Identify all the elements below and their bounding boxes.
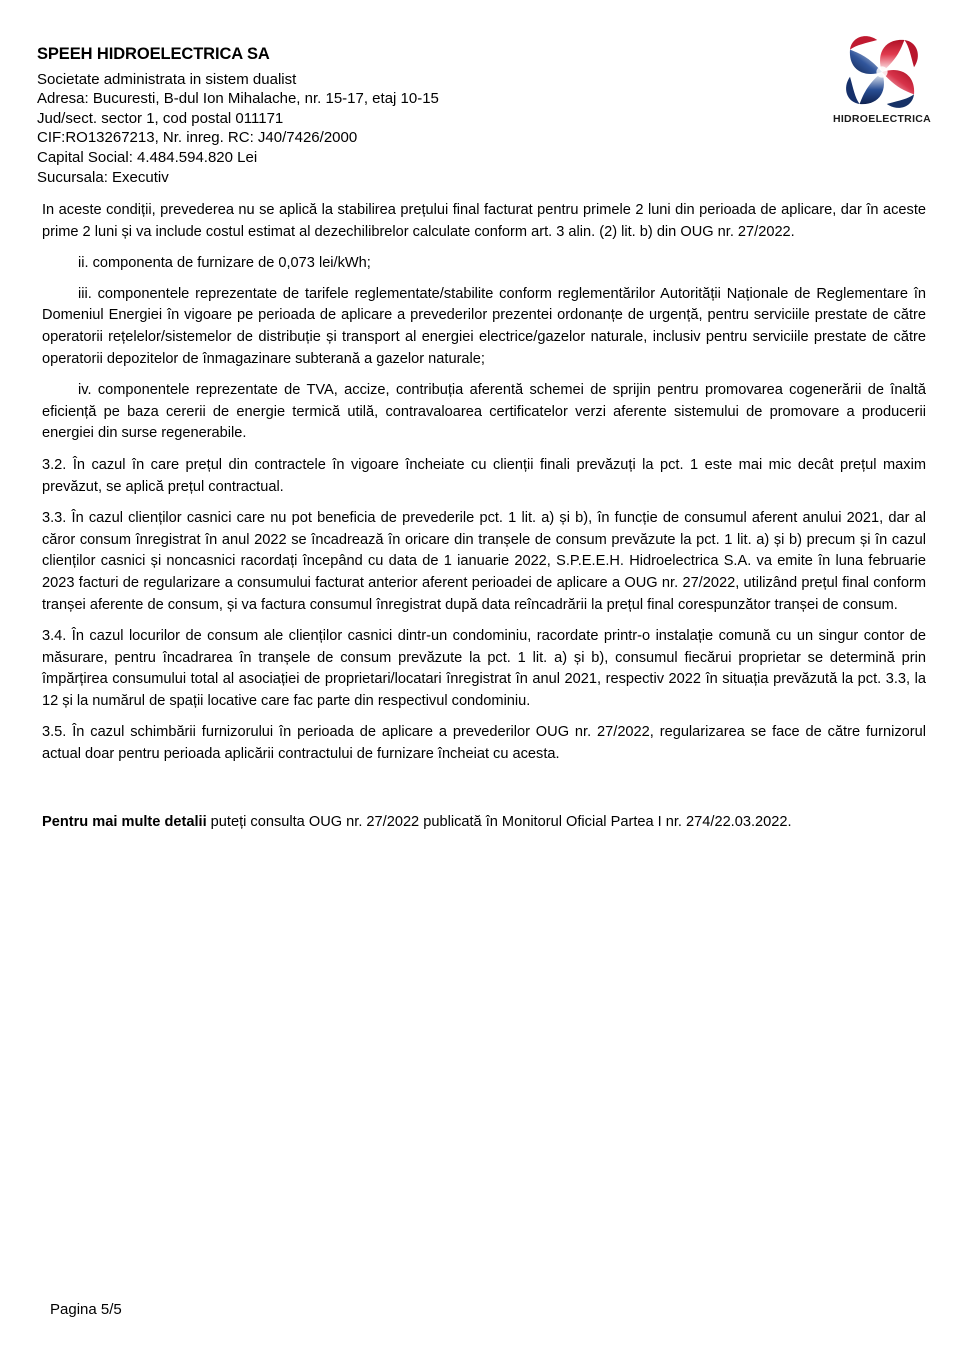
letterhead-line-address: Adresa: Bucuresti, B-dul Ion Mihalache, nr. 15-17, etaj 10-15 bbox=[37, 90, 439, 108]
letterhead-line-district: Jud/sect. sector 1, cod postal 011171 bbox=[37, 109, 284, 127]
paragraph-section-3-2: 3.2. În cazul în care prețul din contractele în vigoare încheiate cu clienții finali prevăzuți la pct. 1 este mai mic decât prețul maxim prevăzut, se aplică prețul contractual. bbox=[42, 456, 926, 495]
closing-note-rest: puteți consulta OUG nr. 27/2022 publicată în Monitorul Oficial Partea I nr. 274/22.03.2022. bbox=[206, 813, 792, 830]
paragraph-item-iv: iv. componentele reprezentate de TVA, accize, contribuția aferentă schemei de sprijin pentru promovarea cogenerării de înaltă eficiență pe baza cererii de energie termică utilă, contravaloarea certificatelor verzi aferente sistemului de promovare a producerii energiei din surse regenerabile. bbox=[42, 382, 926, 442]
paragraph-item-ii: ii. componenta de furnizare de 0,073 lei/kWh; bbox=[78, 255, 371, 272]
paragraph-section-3-5: 3.5. În cazul schimbării furnizorului în perioada de aplicare a prevederilor OUG nr. 27/2022, regularizarea se face de către furnizorul actual doar pentru perioada aplicării contractului de furnizare încheiat cu acesta. bbox=[42, 724, 926, 763]
letterhead bbox=[37, 44, 657, 187]
closing-note-lead: Pentru mai multe detalii bbox=[42, 813, 207, 830]
page-number-footer: Pagina 5/5 bbox=[50, 1301, 122, 1318]
letterhead-line-company-form: Societate administrata in sistem dualist bbox=[37, 70, 297, 88]
paragraph-intro: In aceste condiții, prevederea nu se aplică la stabilirea prețului final facturat pentru primele 2 luni din perioada de aplicare, dar în aceste prime 2 luni și va include costul estimat al dezechilibrelor calculate conform art. 3 alin. (2) lit. b) din OUG nr. 27/2022. bbox=[42, 202, 926, 240]
letterhead-line-branch: Sucursala: Executiv bbox=[37, 168, 169, 186]
hidroelectrica-turbine-logo bbox=[840, 32, 924, 112]
letterhead-line-capital: Capital Social: 4.484.594.820 Lei bbox=[37, 149, 258, 166]
company-logo bbox=[820, 32, 944, 125]
letterhead-line-registration: CIF:RO13267213, Nr. inreg. RC: J40/7426/2000 bbox=[37, 129, 358, 147]
paragraph-section-3-4: 3.4. În cazul locurilor de consum ale clienților casnici dintr-un condominiu, racordate printr-o instalație comună cu un singur contor de măsurare, pentru încadrarea în tranșele de consum prevăzute la pct. 1 lit. a) și b), consumul fiecărui proprietar se determină prin împărțirea consumului total al asociației de proprietari/locatari înregistrat în anul 2021, respectiv 2022 în situația prevăzută la pct. 3.3, la 12 și la numărul de spații locative care fac parte din respectivul condominiu. bbox=[42, 628, 926, 709]
paragraph-section-3-3: 3.3. În cazul clienților casnici care nu pot beneficia de prevederile pct. 1 lit. a) și b), în funcție de consumul aferent anului 2021, dar al căror consum înregistrat în anul 2022 se încadrează în oricare din tranșele de consum prevăzute la pct. 1 lit. a) și b) precum și în cazul clienților casnici și noncasnici racordați începând cu data de 1 ianuarie 2022, S.P.E.E.H. Hidroelectrica S.A. va emite în luna februarie 2023 facturi de regularizare a consumului facturat anterior aferent perioadei de aplicare a OUG nr. 27/2022, utilizând prețul final conform tranșei aferente de consum, și va factura consumul înregistrat după data reîncadrării la prețul final corespunzător tranșei de consum. bbox=[42, 510, 926, 613]
company-name: SPEEH HIDROELECTRICA SA bbox=[37, 45, 270, 63]
paragraph-item-iii: iii. componentele reprezentate de tarifele reglementate/stabilite conform reglementărilor Autorității Naționale de Reglementare în Domeniul Energiei în vigoare pe perioada de aplicare a prevederilor prezentei ordonanțe de urgență, pentru serviciile prestate de către operatorii rețelelor/sistemelor de distribuție și transport al energiei electrice/gazelor naturale, inclusiv pentru serviciile prestate de către operatorii depozitelor de înmagazinare subterană a gazelor naturale; bbox=[42, 285, 926, 367]
closing-note bbox=[42, 776, 926, 834]
document-body bbox=[42, 200, 926, 833]
logo-wordmark: HIDROELECTRICA bbox=[832, 113, 932, 125]
